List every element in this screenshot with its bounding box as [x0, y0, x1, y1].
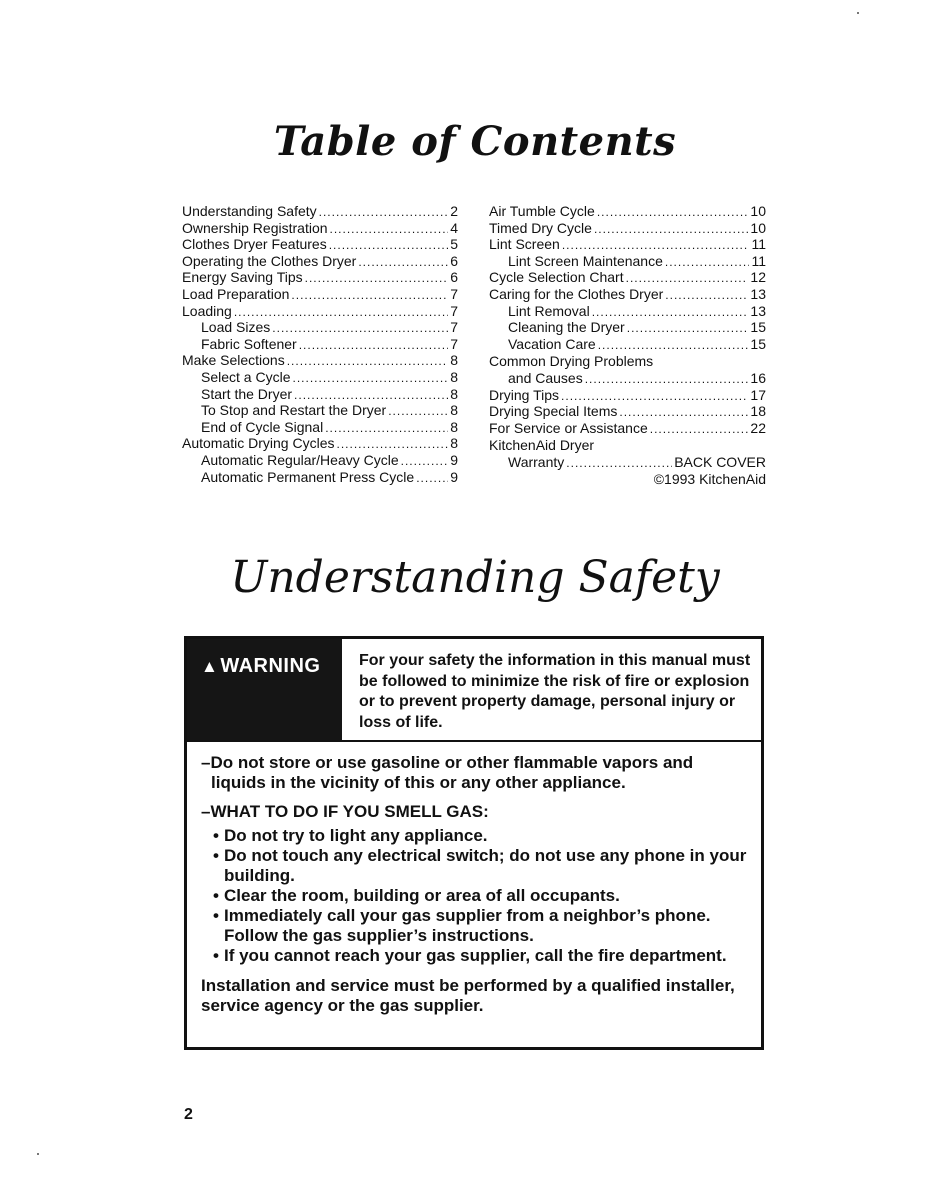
toc-entry	[182, 419, 458, 436]
toc-entry	[489, 370, 766, 387]
toc-entry-label: Caring for the Clothes Dryer	[489, 285, 664, 302]
warning-header-text: For your safety the information in this manual must be followed to minimize the risk of fire or explosion or to prevent property damage, personal injury or loss of life.	[342, 639, 761, 740]
toc-leader-dots	[597, 205, 749, 219]
toc-entry-label: Ownership Registration	[182, 219, 328, 236]
toc-entry	[182, 386, 458, 403]
toc-entry-label: Clothes Dryer Features	[182, 236, 327, 253]
warning-body	[187, 742, 761, 1016]
toc-entry-label: Cleaning the Dryer	[508, 319, 625, 336]
toc-entry	[489, 420, 766, 437]
toc-leader-dots	[319, 205, 449, 219]
toc-entry	[489, 319, 766, 336]
toc-entry-label: Warranty	[508, 453, 565, 470]
toc-entry	[489, 387, 766, 404]
page-number: 2	[184, 1106, 193, 1123]
toc-leader-dots	[329, 238, 448, 252]
toc-leader-dots	[388, 404, 448, 418]
toc-entry-page: 10	[750, 219, 766, 236]
toc-entry-label: To Stop and Restart the Dryer	[201, 402, 387, 419]
toc-leader-dots	[626, 271, 749, 285]
copyright: ©1993 KitchenAid	[653, 470, 766, 487]
toc-entry	[182, 303, 458, 320]
section-title: Understanding Safety	[230, 552, 720, 603]
toc-leader-dots	[330, 222, 449, 236]
toc-entry	[182, 402, 458, 419]
toc-entry-label: Fabric Softener	[201, 335, 297, 352]
warning-triangle-icon: ▲	[201, 657, 219, 676]
toc-entry-label: Vacation Care	[508, 335, 596, 352]
toc-leader-dots	[401, 454, 449, 468]
toc-entry-label: Understanding Safety	[182, 203, 317, 219]
toc-entry	[489, 352, 766, 370]
toc-entry	[182, 253, 458, 270]
toc-entry	[489, 236, 766, 253]
toc-entry-label: Lint Screen	[489, 236, 560, 253]
toc-entry	[182, 352, 458, 369]
toc-entry-page: 11	[751, 236, 766, 253]
toc-leader-dots	[627, 321, 749, 335]
toc-entry-page: BACK COVER	[674, 453, 766, 470]
toc-entry	[489, 403, 766, 420]
toc-entry-page: 10	[750, 203, 766, 219]
toc-entry	[182, 336, 458, 353]
toc-entry	[182, 319, 458, 336]
toc-entry	[182, 236, 458, 253]
toc-entry	[182, 369, 458, 386]
toc-leader-dots	[596, 436, 764, 450]
warning-label: WARNING	[220, 655, 321, 677]
toc-entry	[182, 220, 458, 237]
toc-entry-label: Load Sizes	[201, 319, 271, 336]
toc-entry-label: Automatic Regular/Heavy Cycle	[201, 451, 399, 468]
toc-leader-dots	[598, 338, 749, 352]
toc-entry-page: 8	[450, 368, 458, 385]
toc-entry	[489, 303, 766, 320]
toc-entry	[489, 286, 766, 303]
toc-entry-label: Timed Dry Cycle	[489, 219, 592, 236]
toc-leader-dots	[566, 456, 672, 470]
toc-entry-page: 16	[750, 369, 766, 386]
toc-entry-label: Operating the Clothes Dryer	[182, 252, 357, 269]
toc-leader-dots	[234, 305, 448, 319]
scan-speck	[37, 1153, 39, 1155]
toc-entry-page: 8	[450, 385, 458, 402]
toc-entry	[489, 220, 766, 237]
installation-note: Installation and service must be performed by a qualified installer, service agency or the gas supplier.	[201, 976, 735, 1015]
toc-entry-page: 17	[750, 386, 766, 403]
toc-entry-label: Air Tumble Cycle	[489, 203, 595, 219]
toc-entry-page: 6	[450, 269, 458, 286]
toc-entry-label: Drying Special Items	[489, 403, 618, 420]
toc-entry-label: Cycle Selection Chart	[489, 269, 624, 286]
toc-leader-dots	[287, 354, 448, 368]
toc-entry-page: 8	[450, 402, 458, 419]
gas-smell-heading: –WHAT TO DO IF YOU SMELL GAS:	[201, 802, 489, 821]
toc-title: Table of Contents	[273, 118, 677, 165]
toc-leader-dots	[294, 388, 448, 402]
toc-entry-page: 15	[750, 319, 766, 336]
toc-entry-page: 9	[450, 451, 458, 468]
toc-left-column	[182, 203, 458, 485]
toc-entry-label: End of Cycle Signal	[201, 418, 324, 435]
toc-entry-page: 22	[750, 419, 766, 436]
toc-leader-dots	[561, 389, 748, 403]
list-item: • If you cannot reach your gas supplier, call the fire department.	[213, 946, 751, 966]
scan-speck	[857, 12, 859, 14]
toc-entry-label: Select a Cycle	[201, 368, 291, 385]
list-item: • Immediately call your gas supplier from a neighbor’s phone. Follow the gas supplier’s instructions.	[213, 906, 751, 946]
toc-leader-dots	[292, 371, 448, 385]
warning-label-block	[187, 639, 342, 740]
list-item: • Do not touch any electrical switch; do not use any phone in your building.	[213, 846, 751, 886]
toc-entry-page: 18	[750, 403, 766, 420]
toc-leader-dots	[655, 352, 764, 366]
toc-leader-dots	[665, 255, 750, 269]
toc-leader-dots	[592, 305, 749, 319]
toc-leader-dots	[594, 222, 748, 236]
toc-entry	[182, 203, 458, 220]
warning-header	[187, 639, 761, 742]
toc-entry-label: Loading	[182, 302, 232, 319]
toc-entry-page: 6	[450, 252, 458, 269]
toc-entry	[182, 469, 458, 486]
toc-entry-label: Energy Saving Tips	[182, 269, 303, 286]
toc-leader-dots	[291, 288, 448, 302]
toc-entry-page: 7	[450, 285, 458, 302]
toc-entry-label: and Causes	[508, 369, 583, 386]
toc-entry	[182, 269, 458, 286]
toc-leader-dots	[665, 288, 748, 302]
toc-entry-label: Start the Dryer	[201, 385, 293, 402]
toc-entry-label: Automatic Permanent Press Cycle	[201, 468, 415, 485]
toc-entry	[489, 336, 766, 353]
toc-entry	[489, 454, 766, 471]
toc-entry	[182, 286, 458, 303]
toc-entry-page: 5	[450, 236, 458, 253]
toc-entry-page: 8	[450, 435, 458, 452]
toc-entry-label: Automatic Drying Cycles	[182, 435, 335, 452]
toc-entry	[182, 435, 458, 452]
toc-entry-label: Make Selections	[182, 352, 285, 369]
toc-leader-dots	[337, 437, 449, 451]
toc-entry-label: KitchenAid Dryer	[489, 437, 595, 454]
toc-entry	[489, 436, 766, 454]
toc-entry-label: Drying Tips	[489, 386, 560, 403]
toc-entry-page: 7	[450, 335, 458, 352]
toc-entry-page: 13	[750, 285, 766, 302]
toc-entry-label: Load Preparation	[182, 285, 290, 302]
toc-leader-dots	[562, 238, 750, 252]
toc-entry-page: 8	[450, 352, 458, 369]
toc-entry	[489, 203, 766, 220]
toc-entry	[489, 253, 766, 270]
toc-entry-page: 7	[450, 302, 458, 319]
toc-entry-label: Lint Removal	[508, 302, 590, 319]
toc-leader-dots	[272, 321, 448, 335]
gas-smell-list	[201, 826, 751, 966]
toc-leader-dots	[325, 421, 448, 435]
toc-entry-page: 11	[751, 252, 766, 269]
toc-entry-label: For Service or Assistance	[489, 419, 648, 436]
toc-leader-dots	[358, 255, 448, 269]
toc-entry-page: 9	[450, 468, 458, 485]
toc-right-column	[489, 203, 766, 487]
toc-entry-label: Common Drying Problems	[489, 353, 654, 370]
toc-entry-page: 12	[750, 269, 766, 286]
list-item: • Do not try to light any appliance.	[213, 826, 751, 846]
toc-entry-page: 7	[450, 319, 458, 336]
toc-entry	[489, 269, 766, 286]
toc-entry	[182, 452, 458, 469]
toc-leader-dots	[585, 372, 749, 386]
toc-leader-dots	[305, 271, 449, 285]
toc-entry-page: 15	[750, 335, 766, 352]
toc-leader-dots	[299, 338, 448, 352]
toc-entry-page: 4	[450, 219, 458, 236]
toc-entry-label: Lint Screen Maintenance	[508, 252, 663, 269]
toc-entry-page: 13	[750, 302, 766, 319]
toc-leader-dots	[650, 422, 749, 436]
toc-entry-page: 8	[450, 418, 458, 435]
toc-leader-dots	[619, 405, 748, 419]
flammable-warning: –Do not store or use gasoline or other flammable vapors and liquids in the vicinity of this or any other appliance.	[201, 753, 694, 792]
warning-box	[184, 636, 764, 1050]
toc-leader-dots	[416, 471, 448, 485]
list-item: • Clear the room, building or area of all occupants.	[213, 886, 751, 906]
toc-entry-page: 2	[450, 203, 458, 219]
